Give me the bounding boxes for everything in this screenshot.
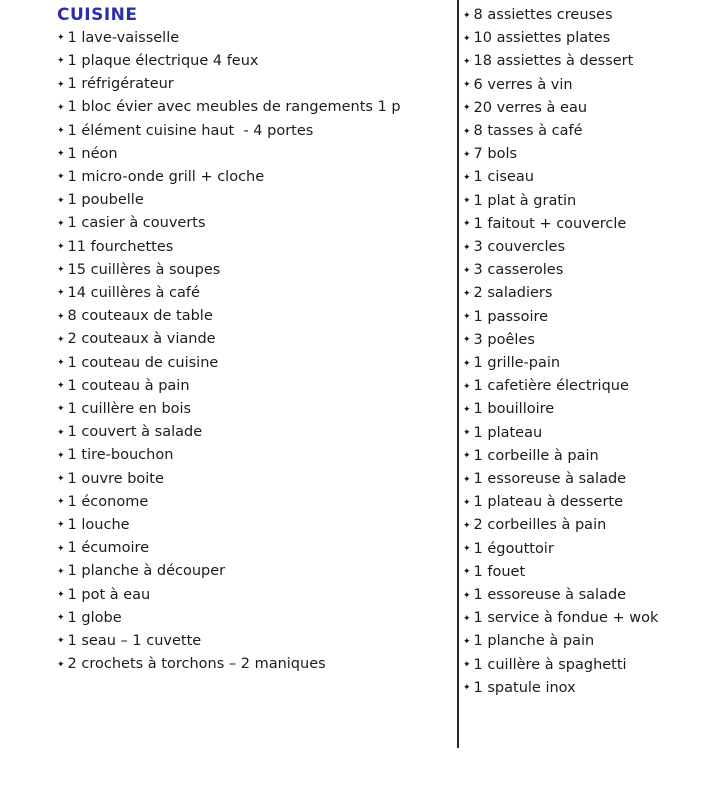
list-item [57,96,449,119]
diamond-bullet-icon: ✦ [57,33,65,44]
diamond-bullet-icon: ✦ [57,381,65,392]
item-label: 15 cuillères à soupes [67,261,221,278]
item-label: 2 crochets à torchons – 2 maniques [67,656,326,673]
item-label: 8 tasses à café [473,123,583,140]
item-label: 1 couteau de cuisine [67,354,219,371]
item-label: 1 couteau à pain [67,377,190,394]
diamond-bullet-icon: ✦ [463,219,471,230]
item-label: 2 couteaux à viande [67,331,216,348]
list-item [463,74,708,97]
diamond-bullet-icon: ✦ [463,126,471,137]
diamond-bullet-icon: ✦ [57,172,65,183]
item-label: 2 saladiers [473,285,553,302]
diamond-bullet-icon: ✦ [463,288,471,299]
list-item [57,468,449,491]
list-item [463,561,708,584]
item-label: 11 fourchettes [67,238,174,255]
list-item [463,514,708,537]
list-item [463,120,708,143]
list-item [57,50,449,73]
diamond-bullet-icon: ✦ [57,358,65,369]
item-label: 1 service à fondue + wok [473,610,659,627]
item-label: 1 poubelle [67,192,144,209]
item-label: 1 lave-vaisselle [67,29,180,46]
diamond-bullet-icon: ✦ [57,566,65,577]
list-item [57,537,449,560]
item-label: 2 corbeilles à pain [473,517,607,534]
item-label: 1 faitout + couvercle [473,215,627,232]
item-label: 18 assiettes à dessert [473,53,634,70]
list-item [463,607,708,630]
list-item [463,97,708,120]
diamond-bullet-icon: ✦ [57,404,65,415]
list-item [463,190,708,213]
list-item [463,166,708,189]
list-item [463,491,708,514]
item-label: 8 couteaux de table [67,308,213,325]
diamond-bullet-icon: ✦ [463,56,471,67]
column-divider [457,0,459,748]
list-item [57,375,449,398]
left-column [57,4,449,676]
item-label: 1 passoire [473,308,549,325]
item-label: 1 couvert à salade [67,424,203,441]
list-item [57,236,449,259]
item-label: 1 bloc évier avec meubles de rangements 1 p [67,99,401,116]
diamond-bullet-icon: ✦ [463,683,471,694]
list-item [463,27,708,50]
list-item [57,444,449,467]
diamond-bullet-icon: ✦ [463,33,471,44]
diamond-bullet-icon: ✦ [463,196,471,207]
diamond-bullet-icon: ✦ [463,312,471,323]
item-label: 1 ciseau [473,169,534,186]
diamond-bullet-icon: ✦ [57,56,65,67]
item-label: 1 plat à gratin [473,192,577,209]
diamond-bullet-icon: ✦ [463,172,471,183]
left-item-list [57,27,449,677]
list-item [463,538,708,561]
item-label: 1 écumoire [67,540,150,557]
list-item [463,445,708,468]
item-label: 1 tire-bouchon [67,447,174,464]
item-label: 1 néon [67,145,118,162]
diamond-bullet-icon: ✦ [463,428,471,439]
item-label: 1 plaque électrique 4 feux [67,52,259,69]
diamond-bullet-icon: ✦ [463,636,471,647]
list-item [57,560,449,583]
diamond-bullet-icon: ✦ [57,195,65,206]
diamond-bullet-icon: ✦ [57,450,65,461]
item-label: 7 bols [473,146,518,163]
list-item [463,259,708,282]
list-item [57,398,449,421]
list-item [463,213,708,236]
item-label: 3 couvercles [473,239,566,256]
diamond-bullet-icon: ✦ [463,451,471,462]
diamond-bullet-icon: ✦ [57,613,65,624]
item-label: 1 seau – 1 cuvette [67,632,202,649]
list-item [463,143,708,166]
item-label: 1 planche à pain [473,633,595,650]
list-item [57,305,449,328]
list-item [57,27,449,50]
list-item [57,166,449,189]
diamond-bullet-icon: ✦ [463,520,471,531]
list-item [57,73,449,96]
list-item [463,236,708,259]
list-item [57,584,449,607]
list-item [463,4,708,27]
diamond-bullet-icon: ✦ [463,660,471,671]
diamond-bullet-icon: ✦ [463,242,471,253]
diamond-bullet-icon: ✦ [57,126,65,137]
diamond-bullet-icon: ✦ [57,288,65,299]
list-item [463,630,708,653]
item-label: 1 réfrigérateur [67,76,174,93]
diamond-bullet-icon: ✦ [57,474,65,485]
diamond-bullet-icon: ✦ [57,427,65,438]
list-item [57,189,449,212]
list-item [57,630,449,653]
list-item [463,50,708,73]
item-label: 1 ouvre boite [67,470,164,487]
item-label: 1 planche à découper [67,563,226,580]
diamond-bullet-icon: ✦ [463,103,471,114]
diamond-bullet-icon: ✦ [463,265,471,276]
item-label: 3 poêles [473,331,535,348]
list-item [463,375,708,398]
diamond-bullet-icon: ✦ [463,358,471,369]
diamond-bullet-icon: ✦ [463,590,471,601]
list-item [463,352,708,375]
item-label: 1 bouilloire [473,401,555,418]
item-label: 20 verres à eau [473,99,588,116]
diamond-bullet-icon: ✦ [463,404,471,415]
item-label: 3 casseroles [473,262,564,279]
item-label: 1 casier à couverts [67,215,206,232]
diamond-bullet-icon: ✦ [57,149,65,160]
item-label: 1 globe [67,609,122,626]
diamond-bullet-icon: ✦ [57,636,65,647]
item-label: 1 cuillère à spaghetti [473,656,627,673]
item-label: 6 verres à vin [473,76,573,93]
diamond-bullet-icon: ✦ [57,659,65,670]
diamond-bullet-icon: ✦ [463,149,471,160]
diamond-bullet-icon: ✦ [463,474,471,485]
item-label: 1 économe [67,493,149,510]
section-title: CUISINE [57,5,138,25]
diamond-bullet-icon: ✦ [57,520,65,531]
item-label: 1 égouttoir [473,540,554,557]
item-label: 8 assiettes creuses [473,7,613,23]
item-label: 1 micro-onde grill + cloche [67,168,265,185]
list-item [463,282,708,305]
item-label: 10 assiettes plates [473,30,611,47]
list-item [57,514,449,537]
item-label: 1 essoreuse à salade [473,471,627,488]
diamond-bullet-icon: ✦ [463,335,471,346]
diamond-bullet-icon: ✦ [57,590,65,601]
diamond-bullet-icon: ✦ [57,334,65,345]
list-item [463,677,708,700]
list-item [463,584,708,607]
list-item [463,398,708,421]
diamond-bullet-icon: ✦ [57,265,65,276]
item-label: 1 élément cuisine haut - 4 portes [67,122,314,139]
diamond-bullet-icon: ✦ [463,567,471,578]
diamond-bullet-icon: ✦ [57,102,65,113]
diamond-bullet-icon: ✦ [57,218,65,229]
list-item [57,143,449,166]
item-label: 1 cuillère en bois [67,400,192,417]
diamond-bullet-icon: ✦ [463,497,471,508]
list-item [57,328,449,351]
list-item [463,306,708,329]
list-item [57,491,449,514]
item-label: 1 plateau [473,424,543,441]
item-label: 1 spatule inox [473,679,576,696]
list-item [57,653,449,676]
list-item [57,282,449,305]
list-item [463,654,708,677]
item-label: 1 pot à eau [67,586,151,603]
diamond-bullet-icon: ✦ [463,80,471,91]
list-item [463,468,708,491]
diamond-bullet-icon: ✦ [57,79,65,90]
list-item [463,329,708,352]
diamond-bullet-icon: ✦ [463,381,471,392]
right-column [463,4,708,700]
item-label: 1 grille-pain [473,355,561,372]
diamond-bullet-icon: ✦ [463,613,471,624]
item-label: 1 corbeille à pain [473,447,599,464]
list-item [57,120,449,143]
diamond-bullet-icon: ✦ [463,10,471,21]
diamond-bullet-icon: ✦ [57,242,65,253]
list-item [463,422,708,445]
list-item [57,259,449,282]
right-item-list [463,4,708,700]
diamond-bullet-icon: ✦ [57,311,65,322]
item-label: 1 fouet [473,563,526,580]
list-item [57,352,449,375]
item-label: 1 louche [67,516,130,533]
item-label: 1 plateau à desserte [473,494,624,511]
list-item [57,421,449,444]
list-item [57,607,449,630]
list-item [57,212,449,235]
item-label: 1 essoreuse à salade [473,587,627,604]
diamond-bullet-icon: ✦ [463,544,471,555]
diamond-bullet-icon: ✦ [57,497,65,508]
diamond-bullet-icon: ✦ [57,543,65,554]
item-label: 1 cafetière électrique [473,378,629,395]
item-label: 14 cuillères à café [67,284,200,301]
